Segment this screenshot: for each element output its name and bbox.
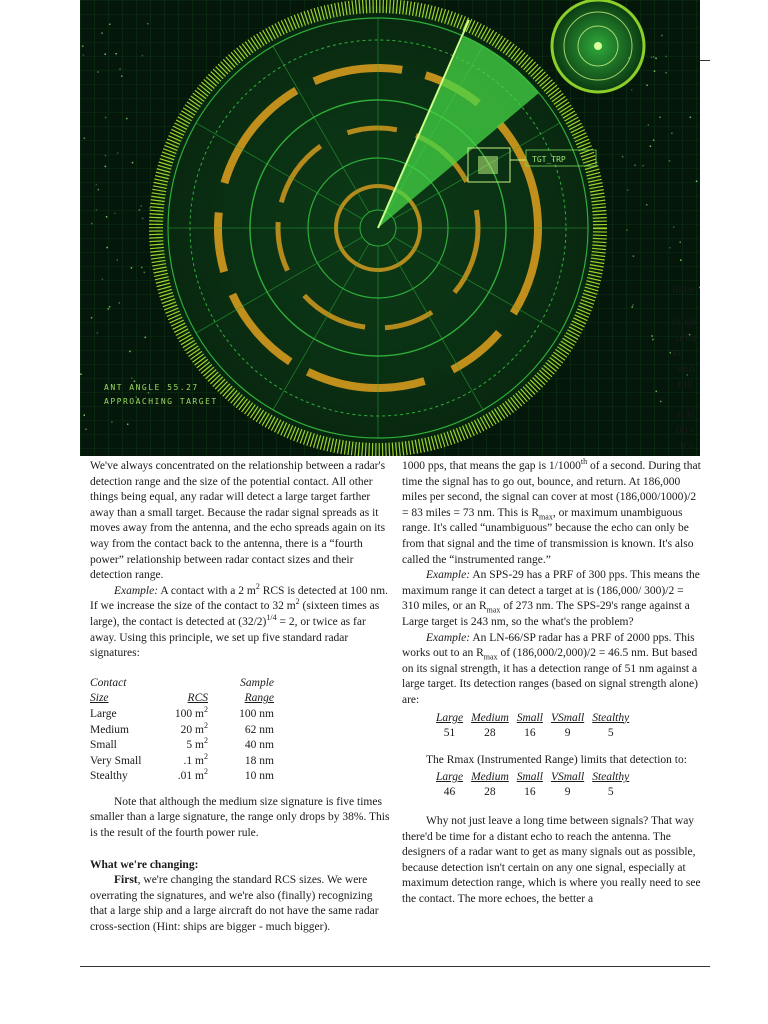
text-fragment: xt	[672, 347, 681, 359]
radar-signature-table	[90, 676, 274, 785]
example-paragraph: Example: A contact with a 2 $m^2$ RCS is detected at 100 nm. If we increase the size of the contact to 32 $m^2$ (sixteen times as large), the contact is detected at $(32/2)^{1/4} = 2$, or twice as far away. Using this principle, we set up five standard radar signatures:	[90, 581, 388, 660]
noise-speck	[117, 259, 119, 261]
noise-speck	[136, 396, 138, 398]
noise-speck	[109, 24, 111, 26]
closing-paragraph: Why not just leave a long time between signals? That way there'd be time for a distant echo to reach the antenna. The designers of a radar want to get as many signals out as possible, because detection isn't certain on any one signal, especially at maximum detection range, which is where you really need to see the contact. The more echoes, the better a	[402, 815, 701, 906]
noise-speck	[669, 160, 671, 162]
noise-speck	[661, 35, 663, 37]
intro-paragraph: We've always concentrated on the relationship between a radar's detection range and the size of the potential contact. All other things being equal, any radar will detect a large target farther away than a small target. Because the radar signal spreads as it moves away from the antenna, and the echo spreads again on its way from the contact back to the antenna, there is a “fourth power” relationship between radar contact sizes and their detection range.	[90, 460, 386, 582]
noise-speck	[101, 32, 103, 34]
noise-speck	[102, 279, 104, 281]
noise-speck	[646, 85, 648, 87]
noise-speck	[119, 68, 121, 70]
noise-speck	[141, 267, 143, 269]
noise-speck	[132, 162, 134, 164]
footer-rule	[80, 966, 710, 967]
noise-speck	[646, 204, 648, 206]
noise-speck	[105, 53, 107, 55]
noise-speck	[105, 117, 107, 119]
noise-speck	[673, 226, 675, 228]
noise-speck	[96, 209, 98, 211]
noise-speck	[119, 302, 121, 304]
noise-speck	[696, 181, 698, 183]
rmax-paragraph: 1000 pps, that means the gap is 1/1000th of a second. During that time the signal has to go out, bounce, and return. At 186,000 miles per second, the signal can cover at most (186,000/1000)/2 = 83 miles = 73 nm. This is $R_{max}$, or maximum unambiguous range. It's called “unambiguous” because the echo can only be from that signal and the time of transmission is known. It's also called the “instrumented range.”	[402, 457, 701, 566]
readout-angle: ANT ANGLE 55.27	[104, 383, 199, 392]
noise-speck	[622, 156, 624, 158]
text-fragment: mit	[678, 378, 694, 390]
target-blip	[478, 156, 498, 174]
text-fragment: 00 -	[676, 425, 695, 437]
noise-speck	[651, 57, 653, 59]
noise-speck	[626, 229, 628, 231]
noise-speck	[634, 165, 636, 167]
noise-speck	[652, 339, 654, 341]
noise-speck	[142, 218, 144, 220]
noise-speck	[690, 117, 692, 119]
rmax-limit-paragraph: The Rmax (Instrumented Range) limits that detection to:	[426, 753, 687, 766]
noise-speck	[660, 401, 662, 403]
noise-speck	[650, 145, 652, 147]
noise-speck	[654, 71, 656, 73]
noise-speck	[127, 424, 129, 426]
radar-illustration	[80, 0, 700, 456]
noise-speck	[648, 124, 650, 126]
text-fragment: ill be	[672, 284, 696, 296]
noise-speck	[97, 332, 99, 334]
table-row: Small 5 $m^2$ 40 nm	[90, 736, 274, 752]
left-column	[90, 459, 390, 936]
noise-speck	[142, 55, 144, 57]
noise-speck	[139, 209, 141, 211]
noise-speck	[109, 306, 111, 308]
noise-speck	[114, 213, 116, 215]
text-fragment: and	[678, 363, 695, 375]
table-row: Stealthy .01 $m^2$ 10 nm	[90, 767, 274, 783]
noise-speck	[80, 373, 82, 375]
noise-speck	[106, 216, 108, 218]
noise-speck	[108, 308, 110, 310]
noise-speck	[131, 377, 133, 379]
noise-speck	[126, 118, 128, 120]
note-paragraph: Note that although the medium size signature is five times smaller than a large signature, the range only drops by 38%. This is the result of the fourth power rule.	[90, 795, 390, 840]
text-fragment: it's	[680, 440, 693, 452]
noise-speck	[680, 259, 682, 261]
noise-speck	[149, 207, 151, 209]
noise-speck	[111, 421, 113, 423]
noise-speck	[106, 247, 108, 249]
noise-speck	[129, 351, 131, 353]
noise-speck	[653, 56, 655, 58]
noise-speck	[85, 429, 87, 431]
noise-speck	[665, 72, 667, 74]
noise-speck	[148, 392, 150, 394]
example-label: Example:	[114, 584, 159, 597]
noise-speck	[115, 53, 117, 55]
noise-speck	[140, 205, 142, 207]
noise-speck	[84, 137, 86, 139]
noise-speck	[147, 23, 149, 25]
noise-speck	[97, 71, 99, 73]
noise-speck	[145, 337, 147, 339]
noise-speck	[105, 155, 107, 157]
noise-speck	[84, 414, 86, 416]
noise-speck	[628, 57, 630, 59]
section-heading: What we're changing:	[90, 858, 199, 871]
noise-speck	[96, 184, 98, 186]
example-sps29: Example: An SPS-29 has a PRF of 300 pps. This means the maximum range it can detect a target at is (186,000/ 300)/2 = 310 miles, or an $R_{max}$ of 273 nm. The SPS-29's range against a Large target is 243 nm, so the what's the problem?	[402, 569, 700, 628]
noise-speck	[119, 398, 121, 400]
noise-speck	[699, 287, 700, 289]
noise-speck	[91, 223, 93, 225]
mini-scope-center	[594, 42, 602, 50]
noise-speck	[631, 306, 633, 308]
table-row: 46 28 16 9 5	[443, 786, 614, 799]
noise-speck	[134, 381, 136, 383]
noise-speck	[105, 166, 107, 168]
noise-speck	[670, 352, 672, 354]
table-row: Very Small .1 $m^2$ 18 nm	[90, 751, 274, 767]
noise-speck	[91, 317, 93, 319]
example-ln66: Example: An LN-66/SP radar has a PRF of 2000 pps. This works out to an $R_{max}$ of (186,000/2,000)/2 = 46.5 nm. But based on its signal strength, it has a detection range of 51 nm against a large target. Its detection ranges (based on signal strength alone) are:	[402, 631, 698, 706]
noise-speck	[98, 189, 100, 191]
noise-speck	[655, 58, 657, 60]
noise-speck	[665, 56, 667, 58]
text-fragment: n for	[676, 332, 699, 344]
right-column	[402, 459, 702, 908]
noise-speck	[627, 189, 629, 191]
noise-speck	[671, 133, 673, 135]
noise-speck	[117, 152, 119, 154]
first-change-paragraph: First, we're changing the standard RCS sizes. We were overrating the signatures, and we're also (finally) recognizing that a large ship and a large aircraft do not have the same radar cross-section (Hint: ships are bigger - much bigger).	[90, 874, 379, 934]
readout-status: APPROACHING TARGET	[104, 397, 218, 406]
noise-speck	[131, 267, 133, 269]
text-fragment: range	[672, 316, 698, 328]
noise-speck	[651, 335, 653, 337]
table-header-row: Size RCS Range	[90, 692, 274, 705]
noise-speck	[632, 304, 634, 306]
noise-speck	[83, 54, 85, 56]
noise-speck	[82, 45, 84, 47]
table-header-row: Contact Sample	[90, 676, 274, 689]
target-label: TGT_TRP	[532, 155, 566, 164]
noise-speck	[669, 247, 671, 249]
table-row: Medium 20 $m^2$ 62 nm	[90, 720, 274, 736]
noise-speck	[144, 272, 146, 274]
noise-speck	[633, 255, 635, 257]
signal-range-table	[432, 711, 633, 741]
table-row: 51 28 16 9 5	[443, 726, 614, 739]
noise-speck	[631, 89, 633, 91]
noise-speck	[659, 117, 661, 119]
table-row: Large 100 $m^2$ 100 nm	[90, 705, 274, 720]
text-fragment: d is	[678, 409, 695, 421]
noise-speck	[656, 391, 658, 393]
radar-graphic	[80, 0, 700, 456]
table-header-row: Large Medium Small VSmall Stealthy	[436, 771, 630, 784]
noise-speck	[653, 139, 655, 141]
noise-speck	[679, 241, 681, 243]
noise-speck	[121, 75, 123, 77]
table-header-row: Large Medium Small VSmall Stealthy	[436, 711, 630, 724]
rmax-range-table	[432, 770, 633, 800]
noise-speck	[642, 165, 644, 167]
